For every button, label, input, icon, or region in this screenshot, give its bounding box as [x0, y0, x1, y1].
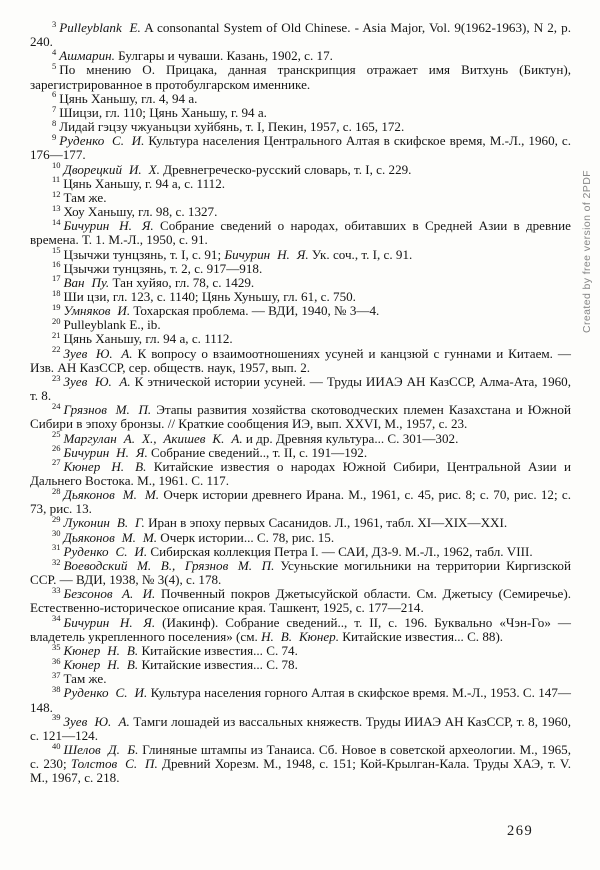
footnote-text: Сибирская коллекция Петра I. — САИ, ДЗ-9. М.-Л., 1962, табл. VIII. [147, 543, 533, 559]
author-name: Руденко С. И. [59, 133, 145, 149]
author-name: Руденко С. И. [63, 543, 148, 559]
footnote-text: Булгары и чуваши. Казань, 1902, с. 17. [114, 48, 333, 64]
footnote-text: Древнегреческо-русский словарь, т. I, с. 229. [159, 161, 412, 177]
footnote-entry [30, 259, 571, 276]
author-name: Руденко С. И. [63, 685, 148, 701]
footnote-text: Шицзи, гл. 110; Цянь Ханьшу, г. 94 а. [59, 104, 267, 120]
footnote-entry [30, 613, 571, 644]
footnote-number: 31 [52, 542, 61, 553]
author-name: Бичурин Н. Я. [224, 246, 309, 262]
footnote-text: Ук. соч., т. I, с. 91. [308, 246, 413, 262]
footnote-number: 12 [52, 188, 61, 199]
footnote-number: 4 [52, 46, 57, 57]
footnote-entry [30, 332, 571, 346]
footnote-number: 20 [52, 315, 61, 326]
watermark-text: Created by free version of 2PDF [581, 170, 593, 333]
author-name: Зуев Ю. А. [63, 713, 130, 729]
footnote-text: По мнению О. Прицака, данная транскрипция отражает имя Витхунь (Биктун), зарегистрированное в протобулгарском именнике. [30, 62, 571, 92]
footnote-number: 13 [52, 202, 61, 213]
author-name: Шелов Д. Б. [63, 741, 139, 757]
footnote-entry [30, 443, 571, 460]
author-name: Кюнер Н. В. [63, 642, 139, 658]
footnote-text: Цзычжи тунцзянь, т. 2, с. 917—918. [63, 260, 263, 276]
author-name: Н. В. Кюнер. [261, 628, 340, 644]
author-name: Толстов С. П. [70, 756, 158, 772]
footnote-number: 5 [52, 61, 57, 72]
footnote-text: Собрание сведений о народах, обитавших в Средней Азии в древние времена. Т. 1. М.-Л., 1950, с. 91. [30, 218, 571, 248]
author-name: Зуев Ю. А. [63, 345, 133, 361]
footnote-entry [30, 485, 571, 517]
footnote-entry [30, 103, 571, 120]
author-name: Кюнер Н. В. [63, 458, 147, 474]
footnote-text: Почвенный покров Джетысуйской области. См. Джетысу (Семиречье). Естественно-историческое описание края. Ташкент, 1925, с. 177—214. [30, 586, 571, 616]
footnote-text: Цянь Ханьшу, г. 94 а, с. 1112. [63, 175, 226, 191]
footnote-text: Древний Хорезм. М., 1948, с. 151; Кой-Крылган-Кала. Труды ХАЭ, т. V. М., 1967, с. 218. [30, 756, 571, 786]
footnote-entry [30, 188, 571, 205]
author-name: Воеводский М. В., Грязнов М. П. [63, 557, 275, 573]
author-name: Дьяконов М. М. [63, 487, 160, 503]
footnote-text: Цянь Ханьшу, гл. 4, 94 а. [59, 90, 198, 106]
footnote-number: 30 [52, 528, 61, 539]
footnote-entry [30, 372, 571, 404]
footnote-text: Китайские известия... С. 74. [138, 642, 298, 658]
author-name: Зуев Ю. А. [63, 373, 131, 389]
footnote-text: Очерк истории древнего Ирана. М., 1961, с. 45, рис. 8; с. 70, рис. 12; с. 73, рис. 13. [30, 487, 571, 517]
footnote-number: 33 [52, 584, 61, 595]
footnote-entry [30, 344, 571, 375]
author-name: Дьяконов М. М. [63, 529, 158, 545]
footnote-text: Ши цзи, гл. 123, с. 1140; Цянь Хуньшу, гл. 61, с. 750. [63, 288, 356, 304]
author-name: Ван Пу. [63, 274, 110, 290]
footnote-number: 9 [52, 131, 57, 142]
footnote-number: 34 [52, 613, 61, 624]
footnote-number: 25 [52, 429, 61, 440]
footnote-number: 19 [52, 301, 61, 312]
footnote-text: Глиняные штампы из Танаиса. Сб. Новое в советской археологии. М., 1965, с. 230; [30, 741, 571, 772]
footnotes-list [30, 18, 572, 786]
footnote-number: 36 [52, 655, 61, 666]
footnote-number: 14 [52, 216, 61, 227]
author-name: Грязнов М. П. [63, 402, 152, 418]
footnote-entry [30, 528, 571, 545]
footnote-number: 38 [52, 683, 61, 694]
footnote-number: 21 [52, 330, 61, 341]
footnote-text: Иран в эпоху первых Сасанидов. Л., 1961, табл. XI—XIX—XXI. [144, 515, 508, 531]
footnote-text: Культура населения горного Алтая в скифское время. М.-Л., 1953. С. 147—148. [30, 685, 571, 715]
footnote-text: Культура населения Центрального Алтая в скифское время, М.-Л., 1960, с. 176—177. [30, 133, 572, 163]
footnote-number: 23 [52, 372, 61, 383]
footnote-entry [30, 400, 571, 432]
footnote-number: 37 [52, 669, 61, 680]
footnote-number: 18 [52, 287, 61, 298]
footnote-text: К вопросу о взаимоотношениях усуней и канцзюй с гуннами и Китаем. — Изв. АН КазССР, сер. обществ. наук, 1957, вып. 2. [30, 345, 571, 375]
page-number: 269 [507, 823, 534, 839]
footnote-entry [30, 160, 571, 177]
footnote-number: 35 [52, 641, 61, 652]
footnote-number: 22 [52, 344, 61, 355]
footnote-number: 11 [52, 174, 61, 185]
footnote-text: Там же. [63, 189, 107, 205]
footnote-text: Очерк истории... С. 78, рис. 15. [157, 529, 335, 545]
footnote-number: 10 [52, 160, 61, 171]
footnote-number: 39 [52, 712, 61, 723]
footnote-entry [30, 18, 571, 50]
footnote-text: Pulleyblank E., ib. [63, 317, 161, 333]
footnote-entry [30, 556, 571, 588]
author-name: Бичурин Н. Я. [63, 444, 148, 460]
footnote-number: 8 [52, 117, 57, 128]
footnote-number: 6 [52, 89, 57, 100]
footnote-text: Тан хуйяо, гл. 78, с. 1429. [109, 274, 255, 290]
footnote-text: и др. Древняя культура... С. 301—302. [242, 430, 459, 446]
footnote-number: 24 [52, 400, 61, 411]
footnote-entry [30, 174, 571, 191]
footnote-entry [30, 683, 571, 715]
author-name: Бичурин Н. Я. [63, 614, 156, 630]
footnote-entry [30, 216, 571, 248]
footnote-number: 7 [52, 103, 57, 114]
footnote-entry [30, 63, 571, 91]
footnote-text: Хоу Ханьшу, гл. 98, с. 1327. [63, 204, 218, 220]
footnote-number: 28 [52, 485, 61, 496]
footnote-entry [30, 516, 571, 530]
footnote-text: A consonantal System of Old Chinese. - Asia Major, Vol. 9(1962-1963), N 2, p. 240. [30, 20, 571, 50]
footnote-number: 40 [52, 740, 61, 751]
author-name: Pulleyblank E. [59, 20, 141, 35]
footnote-text: Тохарская проблема. — ВДИ, 1940, № 3—4. [130, 303, 380, 319]
footnote-number: 17 [52, 273, 61, 284]
footnote-text: (Иакинф). Собрание сведений.., т. II, с. 196. Буквально «Чэн-Го» — владетель укрепленного поселения» (см. [30, 614, 571, 644]
footnote-entry [30, 740, 571, 786]
footnote-entry [30, 287, 571, 304]
footnote-number: 27 [52, 457, 61, 468]
footnote-number: 16 [52, 259, 61, 270]
author-name: Кюнер Н. В. [63, 657, 139, 673]
author-name: Умняков И. [63, 303, 131, 319]
footnote-text: Китайские известия... С. 88). [339, 628, 504, 644]
author-name: Луконин В. Г. [63, 515, 145, 531]
footnote-number: 3 [52, 18, 57, 29]
footnote-text: Китайские известия о народах Южной Сибири, Центральной Азии и Дальнего Востока. М., 1961. С. 117. [30, 458, 571, 488]
author-name: Бичурин Н. Я. [63, 218, 154, 234]
footnote-entry [30, 245, 571, 262]
footnote-number: 32 [52, 556, 61, 567]
author-name: Ашмарин. [59, 48, 115, 64]
footnote-entry [30, 542, 571, 559]
footnote-entry [30, 712, 571, 743]
footnote-text: Цянь Ханьшу, гл. 94 а, с. 1112. [63, 331, 233, 347]
footnote-entry [30, 457, 571, 488]
footnote-text: Китайские известия... С. 78. [138, 657, 298, 673]
author-name: Дворецкий И. Х. [63, 161, 160, 177]
footnote-text: Там же. [63, 671, 107, 687]
footnote-entry [30, 89, 571, 106]
footnote-text: Лидай гэцзу чжуаньцзи хуйбянь, т. I, Пекин, 1957, с. 165, 172. [59, 119, 405, 135]
footnote-text: Тамги лошадей из вассальных княжеств. Труды ИИАЭ АН КазССР, т. 8, 1960, с. 121—124. [30, 713, 571, 743]
footnote-entry [30, 273, 571, 290]
author-name: Безсонов А. И. [63, 586, 156, 602]
footnote-text: Собрание сведений.., т. II, с. 191—192. [147, 444, 368, 460]
footnote-text: Цзычжи тунцзянь, т. I, с. 91; [63, 246, 225, 262]
footnote-entry [30, 131, 572, 163]
footnote-entry [30, 655, 571, 673]
footnote-text: Усуньские могильники на территории Киргизской ССР. — ВДИ, 1938, № 3(4), с. 178. [30, 557, 571, 588]
footnote-text: Этапы развития хозяйства скотоводческих племен Казахстана и Южной Сибири в эпоху бронзы. // Краткие сообщения ИЭ, вып. XXVI, М., 1957, с. 23. [30, 402, 571, 432]
footnote-text: К этнической истории усуней. — Труды ИИАЭ АН КазССР, Алма-Ата, 1960, т. 8. [30, 373, 571, 404]
footnote-entry [30, 429, 571, 446]
footnote-number: 29 [52, 514, 61, 525]
footnote-number: 26 [52, 443, 61, 454]
footnote-number: 15 [52, 245, 61, 256]
footnote-entry [30, 641, 571, 658]
author-name: Маргулан А. Х., Акишев К. А. [63, 430, 243, 446]
footnote-entry [30, 584, 571, 616]
